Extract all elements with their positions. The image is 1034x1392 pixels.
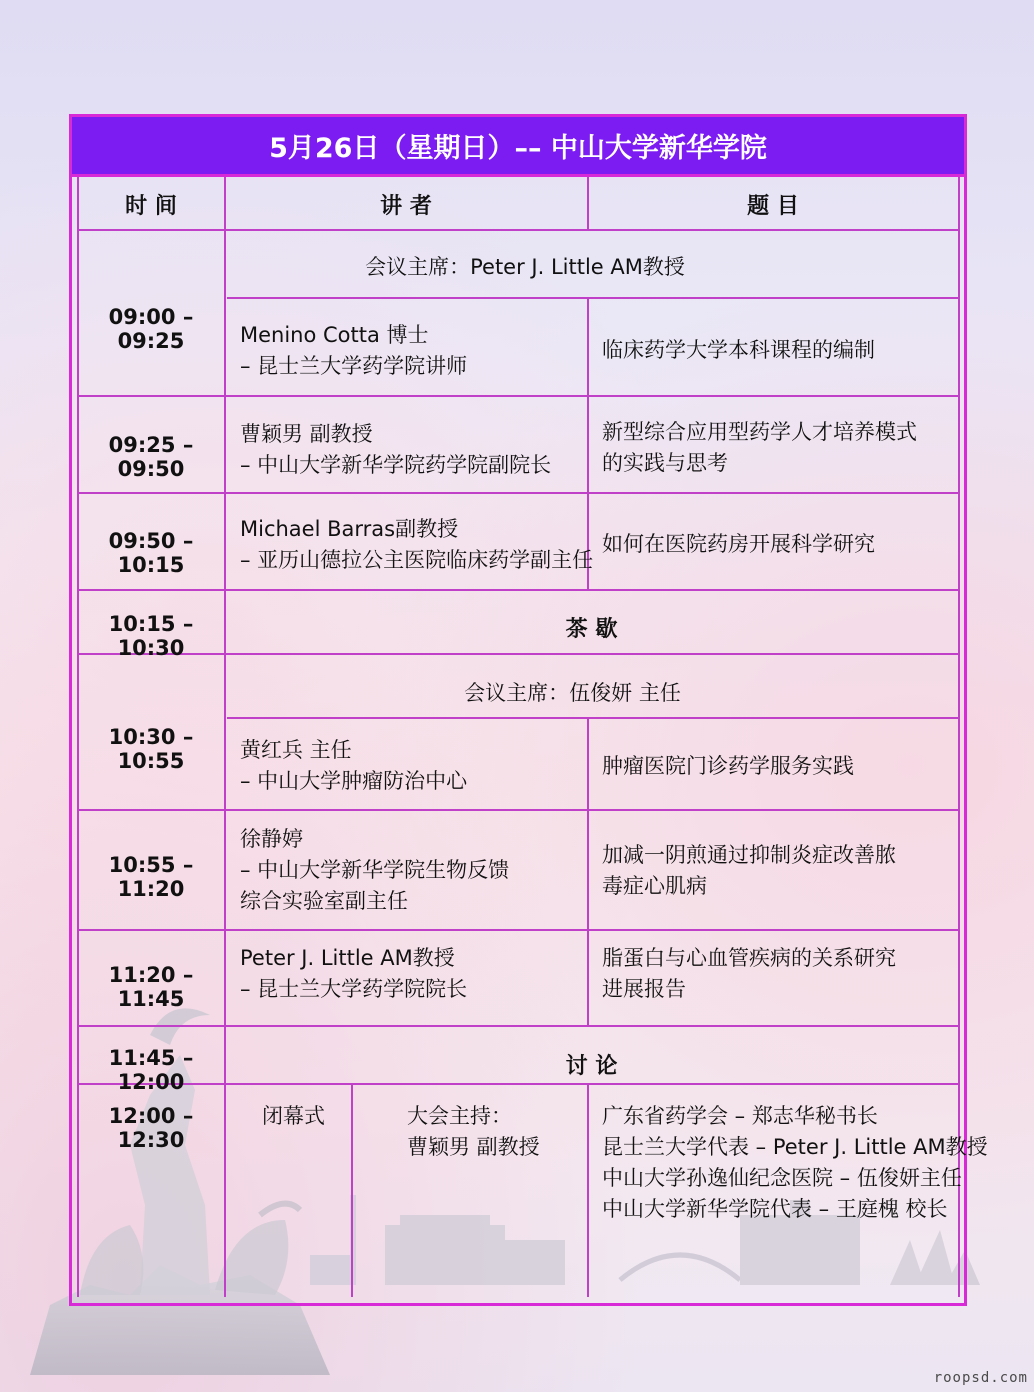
row-time: 11:45 – 12:00 — [108, 1046, 194, 1094]
tea-break: 茶 歇 — [565, 617, 618, 642]
speaker-cell: Peter J. Little AM教授 – 昆士兰大学药学院院长 — [240, 946, 468, 1001]
schedule-title: 5月26日（星期日）–– 中山大学新华学院 — [72, 117, 964, 177]
topic-cell: 新型综合应用型药学人才培养模式 的实践与思考 — [602, 420, 917, 475]
topic-cell: 脂蛋白与心血管疾病的关系研究 进展报告 — [602, 946, 896, 1001]
column-divider — [587, 1083, 589, 1297]
topic-cell: 如何在医院药房开展科学研究 — [602, 532, 875, 556]
discussion: 讨 论 — [565, 1054, 618, 1079]
speaker-cell: Michael Barras副教授 – 亚历山德拉公主医院临床药学副主任 — [240, 517, 594, 572]
row-divider — [77, 589, 960, 591]
row-divider — [77, 929, 960, 931]
session-chair: 会议主席：Peter J. Little AM教授 — [365, 255, 685, 279]
schedule-table — [69, 114, 988, 1306]
topic-cell: 临床药学大学本科课程的编制 — [602, 338, 875, 362]
column-divider — [351, 1083, 353, 1297]
row-time: 09:50 – 10:15 — [108, 529, 194, 577]
row-time: 09:00 – 09:25 — [108, 305, 194, 353]
closing-speakers: 广东省药学会 – 郑志华秘书长 昆士兰大学代表 – Peter J. Little AM教授 中山大学孙逸仙纪念医院 – 伍俊妍主任 中山大学新华学院代表 – 王庭槐 校长 — [602, 1104, 988, 1221]
header-time: 时 间 — [125, 194, 177, 219]
row-divider — [227, 297, 960, 299]
header-topic: 题 目 — [747, 194, 799, 219]
speaker-cell: 黄红兵 主任 – 中山大学肿瘤防治中心 — [240, 738, 468, 793]
row-time: 09:25 – 09:50 — [108, 433, 194, 481]
row-divider — [77, 809, 960, 811]
speaker-cell: 徐静婷 – 中山大学新华学院生物反馈 综合实验室副主任 — [240, 827, 510, 913]
session-chair: 会议主席：伍俊妍 主任 — [464, 681, 681, 705]
site-watermark: roopsd.com — [933, 1370, 1028, 1386]
row-time: 10:15 – 10:30 — [108, 612, 194, 660]
row-time: 10:30 – 10:55 — [108, 725, 194, 773]
row-time: 12:00 – 12:30 — [108, 1104, 194, 1152]
row-divider — [77, 229, 960, 231]
row-divider — [77, 492, 960, 494]
closing-host: 大会主持： 曹颖男 副教授 — [407, 1104, 540, 1159]
topic-cell: 肿瘤医院门诊药学服务实践 — [602, 754, 854, 778]
row-divider — [77, 395, 960, 397]
row-time: 10:55 – 11:20 — [108, 853, 194, 901]
column-divider — [587, 717, 589, 1025]
row-divider — [77, 1025, 960, 1027]
topic-cell: 加减一阴煎通过抑制炎症改善脓 毒症心肌病 — [602, 843, 896, 898]
speaker-cell: Menino Cotta 博士 – 昆士兰大学药学院讲师 — [240, 323, 468, 378]
speaker-cell: 曹颖男 副教授 – 中山大学新华学院药学院副院长 — [240, 422, 552, 477]
row-divider — [227, 717, 960, 719]
closing-ceremony: 闭幕式 — [262, 1104, 325, 1128]
row-time: 11:20 – 11:45 — [108, 963, 194, 1011]
header-speaker: 讲 者 — [380, 194, 432, 219]
